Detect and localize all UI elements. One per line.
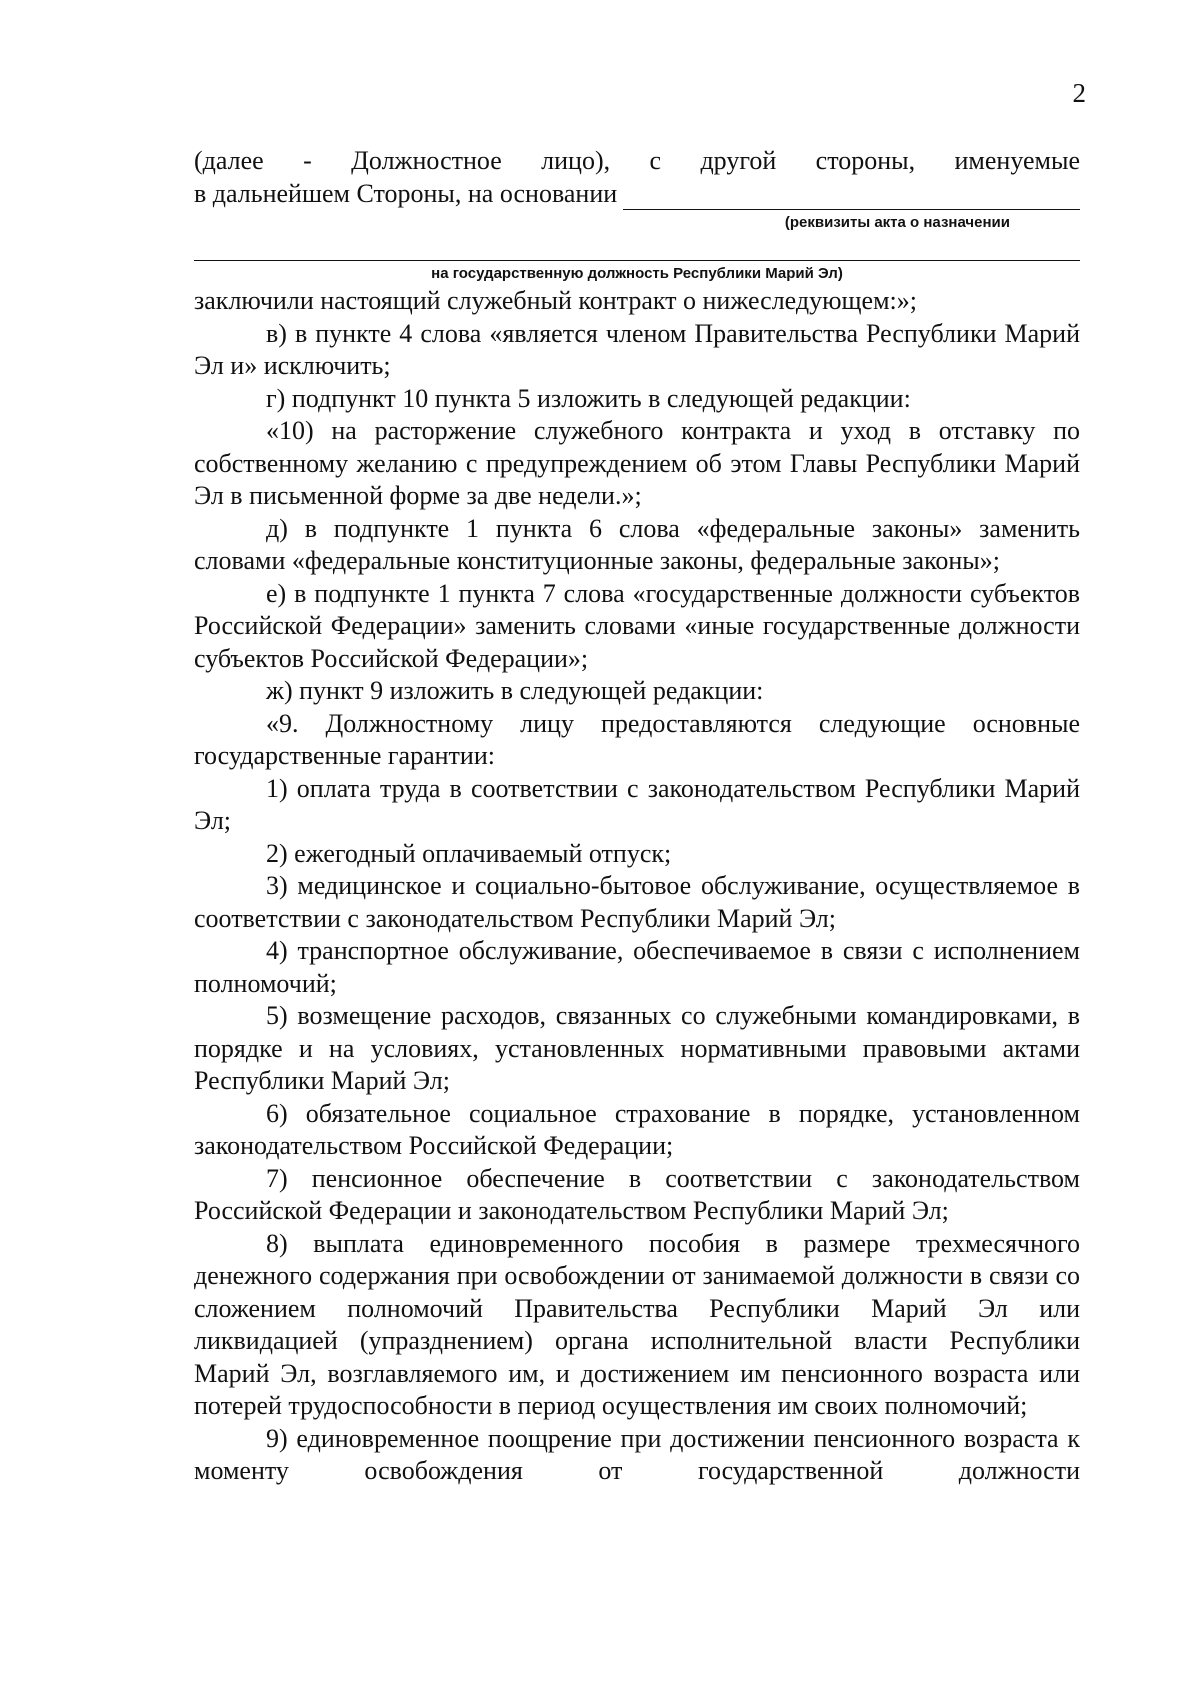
list-item: 8) выплата единовременного пособия в размере трехмесячного денежного содержания при освобождении от занимаемой должности в связи со сложением полномочий Правительства Республики Марий Эл или ликвидацией (упразднением) органа исполнительной власти Республики Марий Эл, возглавляемого им, и достижением им пенсионного возраста или потерей трудоспособности в период осуществления им своих полномочий;	[194, 1228, 1080, 1420]
intro-word: (далее	[194, 146, 264, 175]
list-item: 5) возмещение расходов, связанных со служебными командировками, в порядке и на условиях, установленных нормативными правовыми актами Республики Марий Эл;	[194, 1001, 1080, 1095]
paragraph: ж) пункт 9 изложить в следующей редакции:	[266, 676, 764, 705]
list-item: 4) транспортное обслуживание, обеспечиваемое в связи с исполнением полномочий;	[194, 936, 1080, 998]
intro-word: с	[649, 146, 662, 175]
list-item: 9) единовременное поощрение при достижении пенсионного возраста к моменту освобождения от государственной должности	[194, 1423, 1080, 1485]
paragraph: г) подпункт 10 пункта 5 изложить в следующей редакции:	[266, 383, 911, 413]
page-number: 2	[1072, 78, 1086, 108]
list-item: 1) оплата труда в соответствии с законодательством Республики Марий Эл;	[194, 773, 1080, 835]
paragraph: е) в подпункте 1 пункта 7 слова «государственные должности субъектов Российской Федерации» заменить словами «иные государственные должности субъектов Российской Федерации»;	[194, 578, 1080, 673]
fill-in-line-full	[194, 232, 1080, 261]
list-item: 2) ежегодный оплачиваемый отпуск;	[266, 838, 672, 868]
list-item: 3) медицинское и социально-бытовое обслуживание, осуществляемое в соответствии с законодательством Республики Марий Эл;	[194, 871, 1080, 933]
paragraph: в) в пункте 4 слова «является членом Правительства Республики Марий Эл и» исключить;	[194, 318, 1080, 380]
intro-word: другой	[700, 146, 777, 175]
intro-word: -	[303, 146, 312, 175]
list-item: 7) пенсионное обеспечение в соответствии с законодательством Российской Федерации и законодательством Республики Марий Эл;	[194, 1163, 1080, 1225]
intro-line-2	[194, 178, 1080, 211]
intro-line-1	[194, 145, 1080, 178]
paragraph: «9. Должностному лицу предоставляются следующие основные государственные гарантии:	[194, 708, 1080, 770]
intro-word: лицо),	[541, 146, 611, 175]
intro-word: стороны,	[815, 146, 916, 175]
intro-word: именуемые	[954, 146, 1080, 175]
document-body	[194, 145, 1080, 1488]
contract-closing-line: заключили настоящий служебный контракт о нижеследующем:»;	[194, 286, 917, 315]
intro-word: Должностное	[351, 146, 502, 175]
list-item: 6) обязательное социальное страхование в порядке, установленном законодательством Российской Федерации;	[194, 1098, 1080, 1160]
paragraph: «10) на расторжение служебного контракта и уход в отставку по собственному желанию с предупреждением об этом Главы Республики Марий Эл в письменной форме за две недели.»;	[194, 416, 1080, 510]
fill-in-line	[623, 183, 1080, 210]
position-caption: на государственную должность Республики Марий Эл)	[431, 265, 843, 282]
paragraph: д) в подпункте 1 пункта 6 слова «федеральные законы» заменить словами «федеральные конституционные законы, федеральные законы»;	[194, 513, 1080, 575]
intro-basis-text: в дальнейшем Стороны, на основании	[194, 178, 618, 208]
appointment-act-caption: (реквизиты акта о назначении	[784, 214, 1010, 231]
